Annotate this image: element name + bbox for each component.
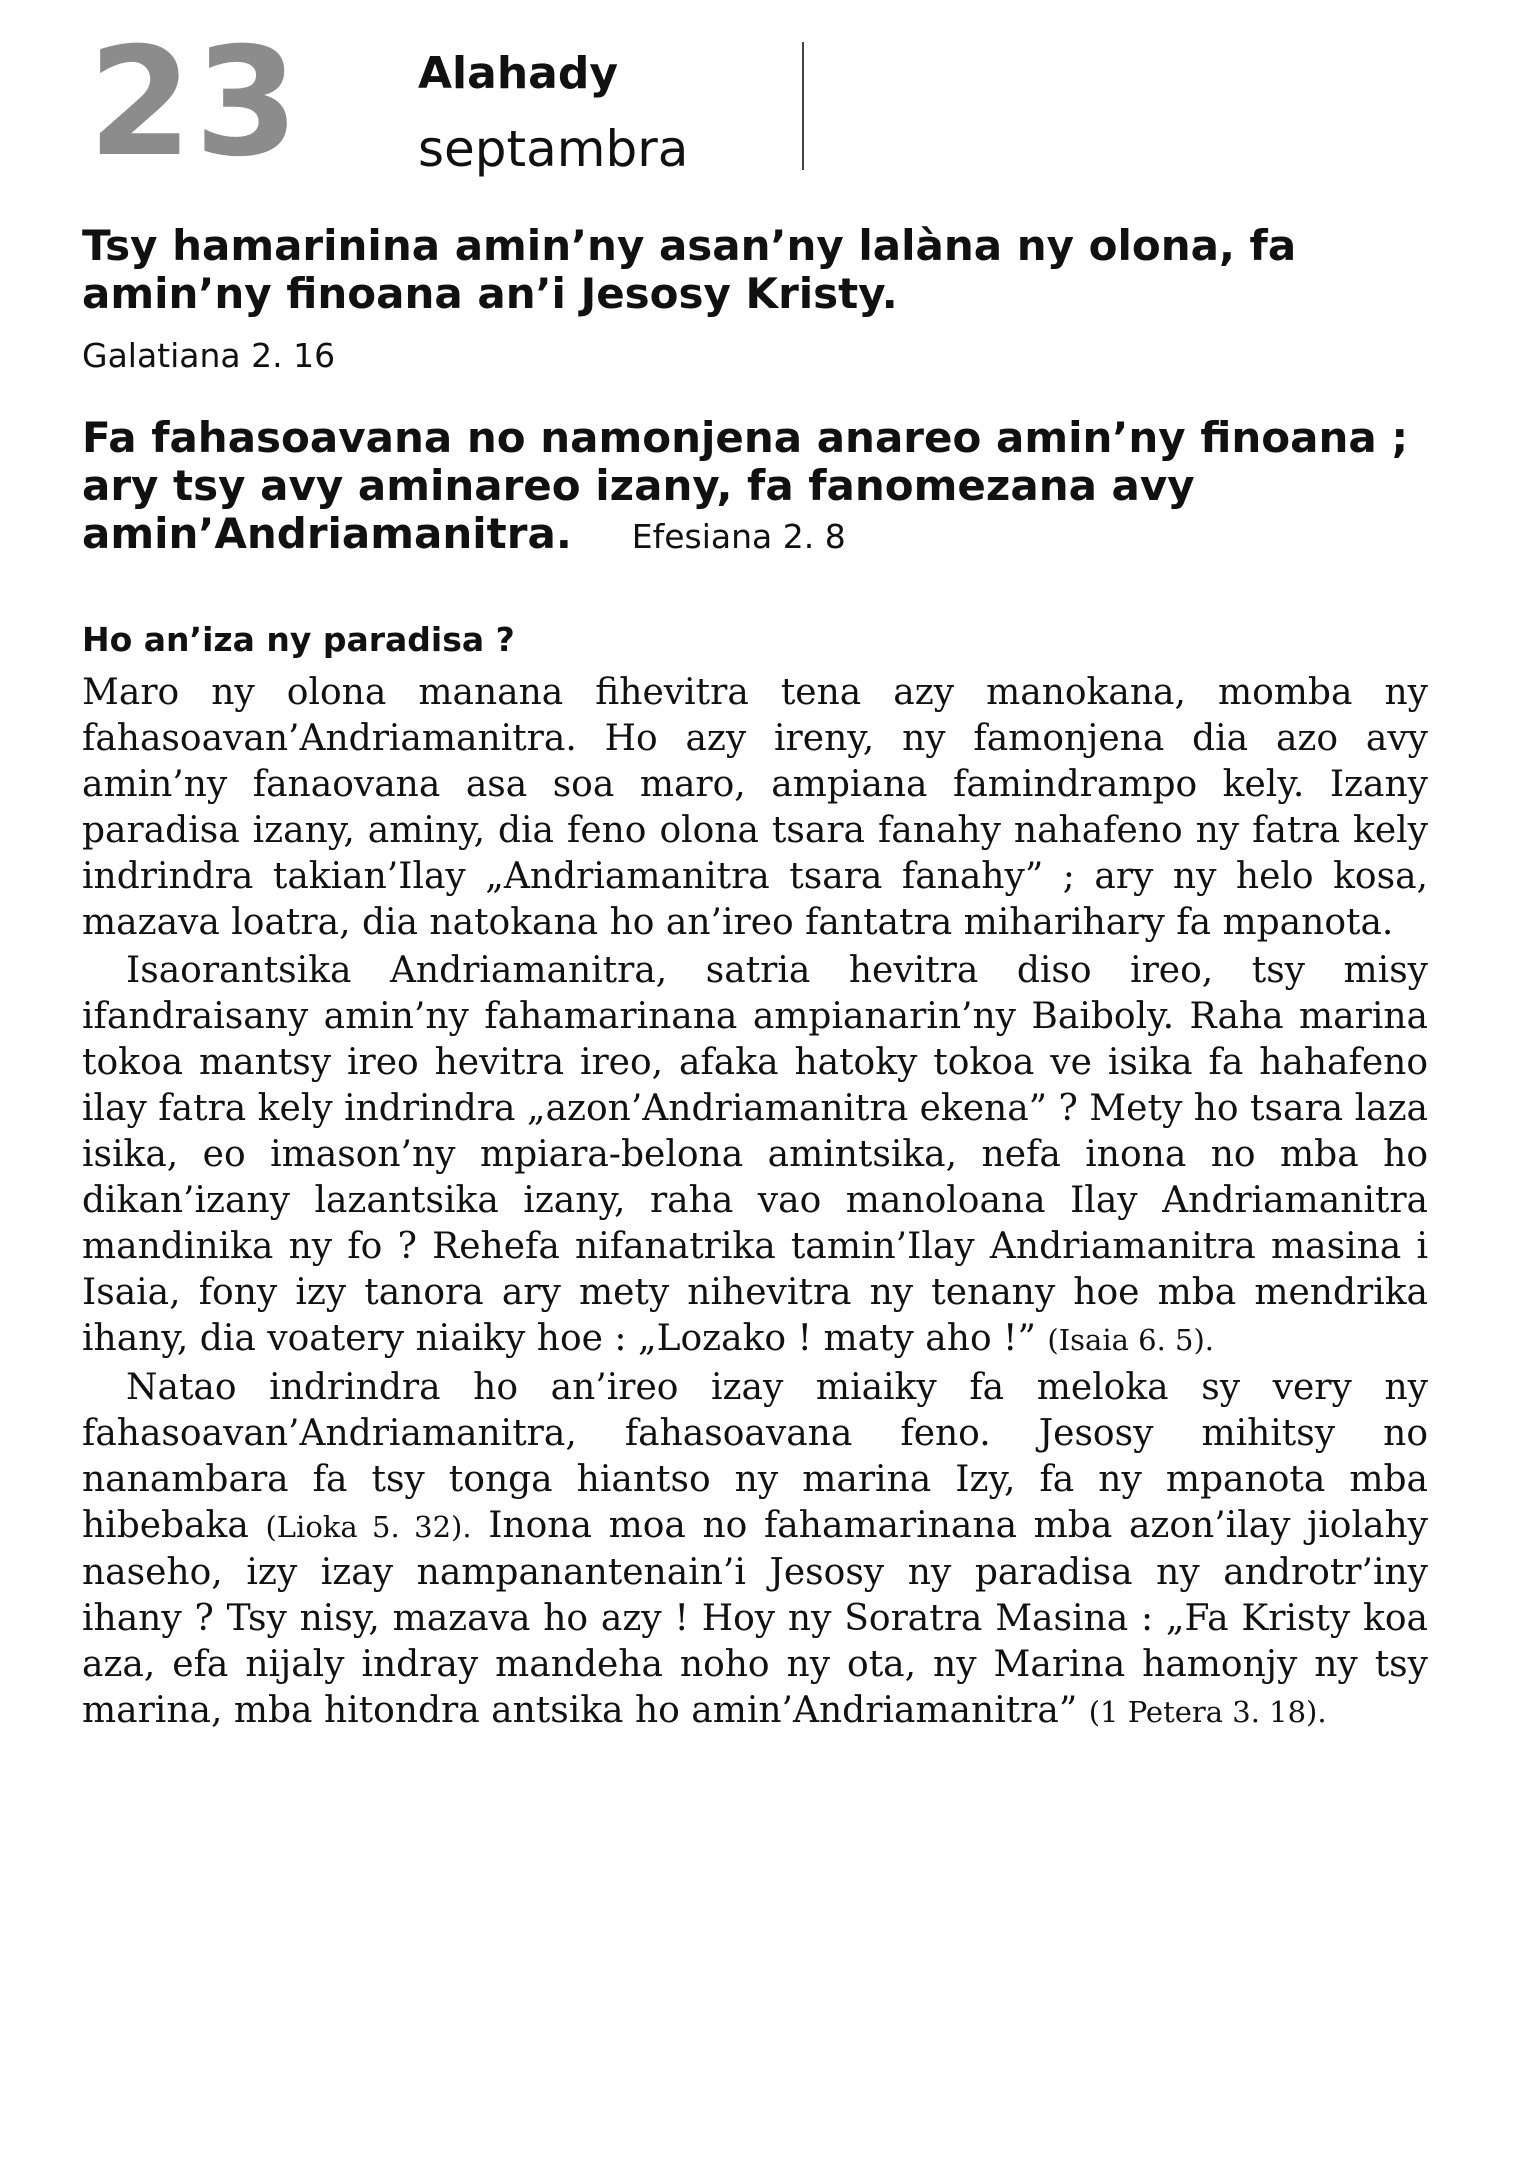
paragraph-3-text-b: Inona moa no fahamarinana mba azon’ilay jiolahy naseho, izy izay nampanantenain’i Jesosy ny paradisa ny androtr’iny ihany ? Tsy nisy, mazava ho azy ! Hoy ny Soratra Masina : „Fa Kristy koa aza, efa nijaly indray mandeha noho ny ota, ny Marina hamonjy ny tsy marina, mba hitondra antsika ho amin’Andriamanitra” — [82, 1505, 1428, 1731]
paragraph-2-text: Isaorantsika Andriamanitra, satria hevitra diso ireo, tsy misy ifandraisany amin’ny fahamarinana ampianarin’ny Baiboly. Raha marina tokoa mantsy ireo hevitra ireo, afaka hatoky tokoa ve isika fa hahafeno ilay fatra kely indrindra „azon’Andriamanitra ekena” ? Mety ho tsara laza isika, eo imason’ny mpiara-belona amintsika, nefa inona no mba ho dikan’izany lazantsika izany, raha vao manoloana Ilay Andriamanitra mandinika ny fo ? Rehefa nifanatrika tamin’Ilay Andriamanitra masina i Isaia, fony izy tanora ary mety nihevitra ny tenany hoe mba mendrika ihany, dia voatery niaiky hoe : „Lozako ! maty aho !” — [82, 950, 1428, 1359]
verse-secondary — [82, 414, 1442, 561]
verse-primary: Tsy hamarinina amin’ny asan’ny lalàna ny olona, fa amin’ny finoana an’i Jesosy Kristy. — [82, 221, 1297, 318]
article-paragraph-1: Maro ny olona manana fihevitra tena azy manokana, momba ny fahasoavan’Andriamanitra. Ho azy ireny, ny famonjena dia azo avy amin’ny fanaovana asa soa maro, ampiana famindrampo kely. Izany paradisa izany, aminy, dia feno olona tsara fanahy nahafeno ny fatra kely indrindra takian’Ilay „Andriamanitra tsara fanahy” ; ary ny helo kosa, mazava loatra, dia natokana ho an’ireo fantatra miharihary fa mpanota. — [82, 672, 1428, 943]
citation-lioka: (Lioka 5. 32). — [265, 1510, 472, 1544]
header-divider — [802, 42, 804, 170]
verse-secondary-reference: Efesiana 2. 8 — [631, 517, 846, 556]
month-name: septambra — [418, 120, 689, 178]
day-name: Alahady — [418, 48, 619, 99]
citation-petera: (1 Petera 3. 18). — [1088, 1695, 1327, 1729]
page-header — [88, 16, 1428, 190]
date-number: 23 — [88, 16, 301, 190]
article-paragraph-3 — [82, 1365, 1428, 1735]
article-body — [82, 670, 1428, 1735]
article-paragraph-2 — [82, 948, 1428, 1363]
verse-primary-reference: Galatiana 2. 16 — [82, 336, 336, 375]
paragraph-3-text-a: Natao indrindra ho an’ireo izay miaiky fa meloka sy very ny fahasoavan’Andriamanitra, fahasoavana feno. Jesosy mihitsy no nanambara fa tsy tonga hiantso ny marina Izy, fa ny mpanota mba hibebaka — [82, 1367, 1428, 1546]
article-heading: Ho an’iza ny paradisa ? — [82, 620, 515, 659]
verse-secondary-text: Fa fahasoavana no namonjena anareo amin’ny finoana ; ary tsy avy aminareo izany, fa fanomezana avy amin’Andriamanitra. — [82, 413, 1409, 558]
citation-isaia: (Isaia 6. 5). — [1047, 1323, 1214, 1357]
